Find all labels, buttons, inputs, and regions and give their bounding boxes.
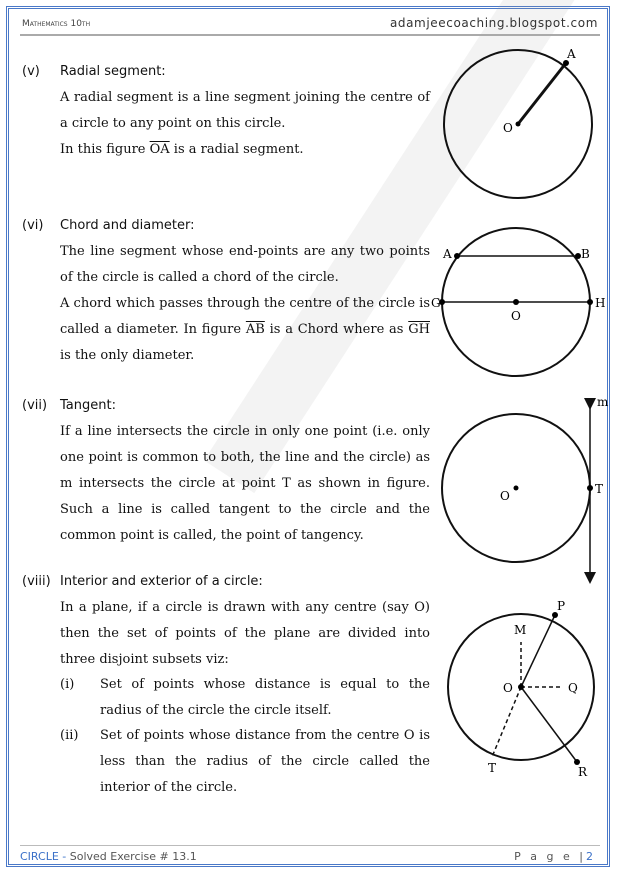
segment-label: $\overline{GH}$: [408, 322, 430, 337]
text: A chord which passes through the centre of the circle is called a diameter. In figure: [60, 296, 430, 337]
chord-diameter-figure: [431, 228, 605, 376]
list-number: (ii): [60, 728, 79, 743]
footer-exercise: Solved Exercise # 13.1: [69, 850, 197, 863]
section-number: (vii): [22, 398, 48, 413]
list-number: (i): [60, 677, 75, 692]
point-label: O: [503, 121, 513, 135]
footer-separator: -: [58, 850, 70, 863]
interior-exterior-figure: [448, 599, 594, 779]
tangent-figure: [442, 395, 609, 578]
paragraph: A radial segment is a line segment joining the centre of a circle to any point on this circle.: [60, 90, 430, 131]
segment-label: $\overline{AB}$: [245, 322, 265, 337]
section-title: Tangent:: [60, 398, 116, 413]
point-label: O: [511, 309, 521, 323]
section-title: Interior and exterior of a circle:: [60, 574, 263, 589]
section-title: Radial segment:: [60, 64, 166, 79]
segment-label: $\overline{OA}$: [149, 142, 170, 157]
radial-segment-figure: [444, 47, 592, 198]
text: is a radial segment.: [169, 142, 304, 157]
section-title: Chord and diameter:: [60, 218, 195, 233]
page-label: P a g e |: [514, 850, 586, 863]
text: is a Chord where as: [264, 322, 409, 337]
point-label: m: [597, 395, 609, 409]
point-label: P: [557, 599, 566, 613]
point-label: A: [443, 247, 452, 261]
header-website: adamjeecoaching.blogspot.com: [389, 16, 598, 30]
point-label: M: [514, 623, 527, 637]
text: is the only diameter.: [60, 348, 195, 363]
page-number: [514, 850, 596, 863]
page-footer: [20, 845, 600, 863]
header-subject: Mathematics 10th: [22, 19, 91, 29]
point-label: H: [595, 296, 606, 310]
text: In this figure: [60, 142, 150, 157]
paragraph: If a line intersects the circle in only one point (i.e. only one point is common to both, the line and the circle) as m intersects the circle at point T as shown in figure. Such a line is called tangent to the circle and the common point is called, the point of tangency.: [60, 424, 430, 543]
section-number: (viii): [22, 574, 51, 589]
page-num: 2: [586, 850, 596, 863]
point-label: O: [503, 681, 513, 695]
point-label: B: [581, 247, 590, 261]
section-number: (v): [22, 64, 40, 79]
point-label: R: [578, 765, 588, 779]
list-text: Set of points whose distance is equal to the radius of the circle the circle itself.: [100, 677, 430, 718]
point-label: Q: [568, 681, 578, 695]
point-label: T: [595, 482, 604, 496]
point-label: T: [488, 761, 497, 775]
paragraph: The line segment whose end-points are any two points of the circle is called a chord of the circle.: [60, 244, 430, 285]
list-text: Set of points whose distance from the centre O is less than the radius of the circle called the interior of the circle.: [100, 728, 430, 795]
point-label: O: [500, 489, 510, 503]
point-label: A: [567, 47, 576, 61]
footer-chapter: CIRCLE: [20, 850, 59, 863]
paragraph: In a plane, if a circle is drawn with any centre (say O) then the set of points of the plane are divided into three disjoint subsets viz:: [60, 600, 430, 667]
section-number: (vi): [22, 218, 44, 233]
point-label: G: [431, 296, 441, 310]
